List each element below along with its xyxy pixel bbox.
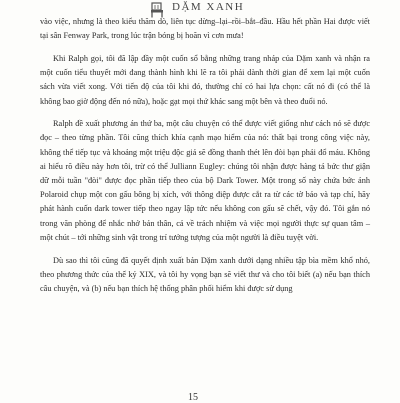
paragraph: Ralph đề xuất phương án thứ ba, một câu chuyện có thể được viết giống như cách nó sẽ được đọc – theo từng phần. Tôi cũng thích khía cạnh mạo hiểm của nó: thất bại trong công việc này, không thể tiếp tục và khoảng một triệu độc giả sẽ đồng thanh thét lên đòi bạn phải đổ máu. Không ai hiểu rõ điều này hơn tôi, trừ có thể Julliann Eugley: chúng tôi nhận được hàng tá bức thư giận dữ mỗi tuần "đòi" được đọc phần tiếp theo của bộ Dark Tower. Một trong số này chứa bức ảnh Polaroid chụp một con gấu bông bị xích, với thông điệp được cắt ra từ các tờ báo và tạp chí, hãy phát hành cuốn dark tower tiếp theo ngay lập tức nếu không con gấu sẽ chết, vậy đó. Tôi gắn nó trong văn phòng để nhắc nhở bản thân, cả về trách nhiệm và việc mọi người thực sự quan tâm – một chút – tới những sinh vật trong trí tưởng tượng của một người là điều tuyệt vời.	[40, 119, 370, 242]
paragraph: Khi Ralph gọi, tôi đã lập đầy một cuốn sổ bằng những trang nháp của Dặm xanh và nhận ra một cuốn tiểu thuyết mới đang thành hình khi lẽ ra tôi phải dành thời gian để xem lại một cuốn sách vừa viết xong. Với tiến độ của tôi khi đó, thường chỉ có hai lựa chọn: cất nó đi (có thể là không bao giờ động đến nó nữa), hoặc gạt mọi thứ khác sang một bên và theo đuổi nó.	[40, 53, 370, 106]
book-title: DẶM XANH	[172, 1, 245, 13]
page-body	[40, 15, 370, 305]
page-number: 15	[188, 392, 198, 403]
paragraph: vào việc, nhưng là theo kiểu thăm dò, liên tục dừng–lại–rồi–bắt–đầu. Hầu hết phần Hai được viết tại sân Fenway Park, trong lúc trận bóng bị hoãn vì cơn mưa!	[40, 17, 370, 41]
paragraph: Dù sao thì tôi cũng đã quyết định xuất bản Dặm xanh dưới dạng nhiều tập bìa mềm khổ nhỏ, theo phương thức của thế kỷ XIX, và tôi hy vọng bạn sẽ viết thư và cho tôi biết (a) nếu bạn thích câu chuyện, và (b) nếu bạn thích hệ thống phân phối hiểm khi được sử dụng	[40, 255, 370, 293]
